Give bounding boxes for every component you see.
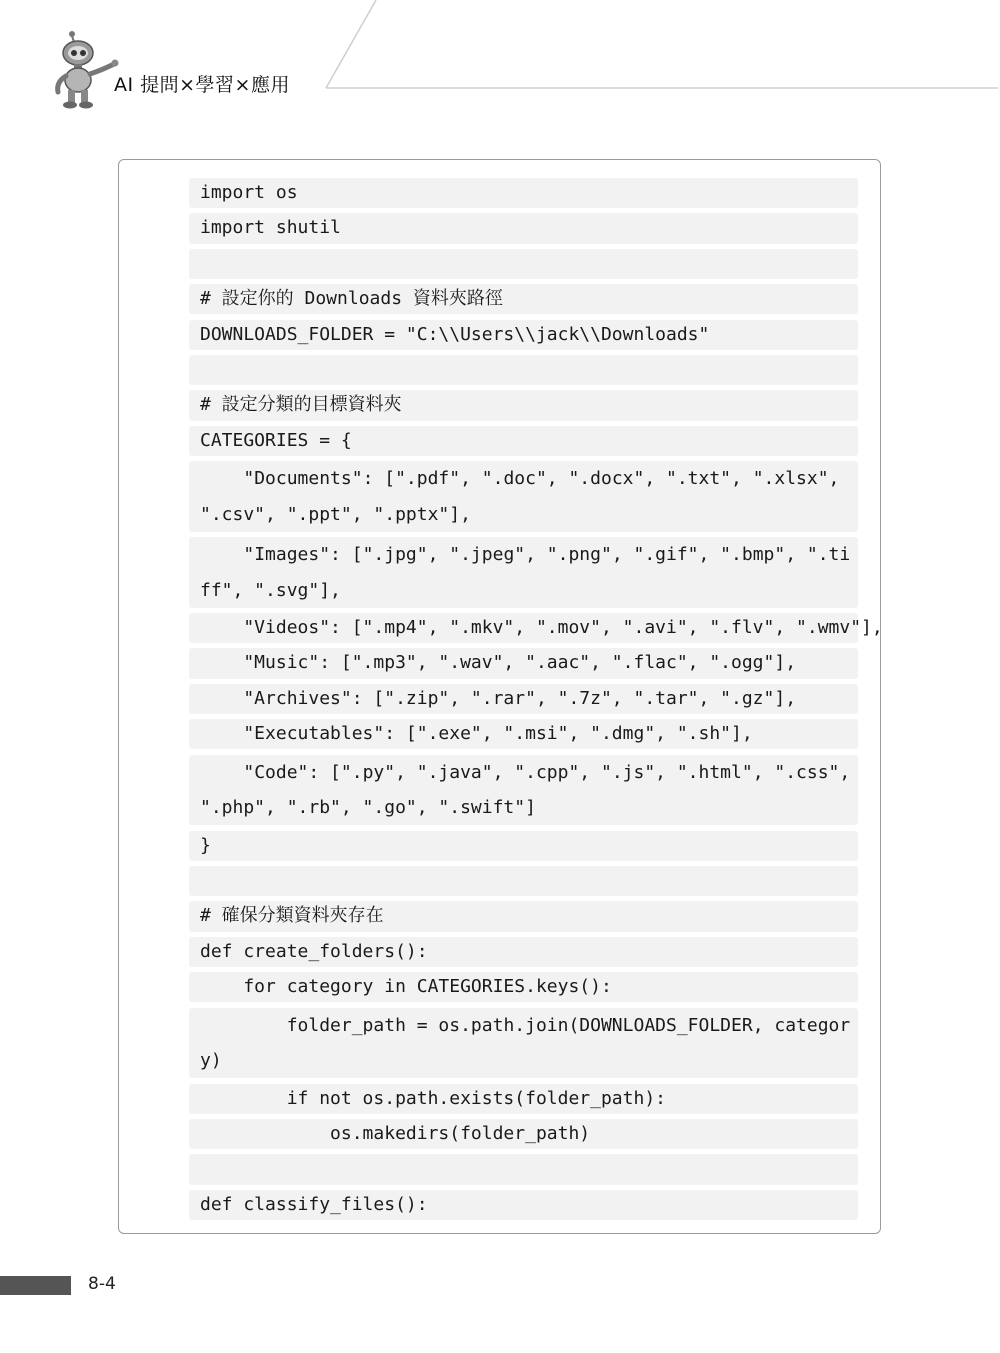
code-line: "Code": [".py", ".java", ".cpp", ".js", ".html", ".css", ".php", ".rb", ".go", ".swift"] [189, 755, 858, 826]
code-line: } [189, 831, 858, 861]
robot-icon [50, 26, 120, 110]
code-line: DOWNLOADS_FOLDER = "C:\\Users\\jack\\Downloads" [189, 320, 858, 350]
book-title: AI 提問×學習×應用 [114, 74, 290, 96]
code-line: # 設定你的 Downloads 資料夾路徑 [189, 284, 858, 314]
code-line: for category in CATEGORIES.keys(): [189, 972, 858, 1002]
code-line: "Videos": [".mp4", ".mkv", ".mov", ".avi", ".flv", ".wmv"], [189, 613, 858, 643]
code-line [189, 866, 858, 896]
code-line: os.makedirs(folder_path) [189, 1119, 858, 1149]
code-line [189, 355, 858, 385]
code-line: "Documents": [".pdf", ".doc", ".docx", ".txt", ".xlsx", ".csv", ".ppt", ".pptx"], [189, 461, 858, 532]
page-number: 8-4 [88, 1274, 116, 1294]
code-line: import shutil [189, 213, 858, 243]
header-decoration [0, 0, 1000, 120]
code-block [189, 178, 883, 1225]
code-line: "Images": [".jpg", ".jpeg", ".png", ".gif", ".bmp", ".tiff", ".svg"], [189, 537, 858, 608]
code-line: "Archives": [".zip", ".rar", ".7z", ".tar", ".gz"], [189, 684, 858, 714]
code-line [189, 249, 858, 279]
code-line: CATEGORIES = { [189, 426, 858, 456]
code-line: if not os.path.exists(folder_path): [189, 1084, 858, 1114]
code-line: def create_folders(): [189, 937, 858, 967]
code-line: # 設定分類的目標資料夾 [189, 390, 858, 420]
code-line: # 確保分類資料夾存在 [189, 901, 858, 931]
code-line: def classify_files(): [189, 1190, 858, 1220]
code-line: "Music": [".mp3", ".wav", ".aac", ".flac", ".ogg"], [189, 648, 858, 678]
code-line [189, 1154, 858, 1184]
code-line: folder_path = os.path.join(DOWNLOADS_FOLDER, category) [189, 1008, 858, 1079]
page-header [0, 0, 1000, 120]
code-line: "Executables": [".exe", ".msi", ".dmg", ".sh"], [189, 719, 858, 749]
page-number-bar [0, 1276, 71, 1295]
code-line: import os [189, 178, 858, 208]
